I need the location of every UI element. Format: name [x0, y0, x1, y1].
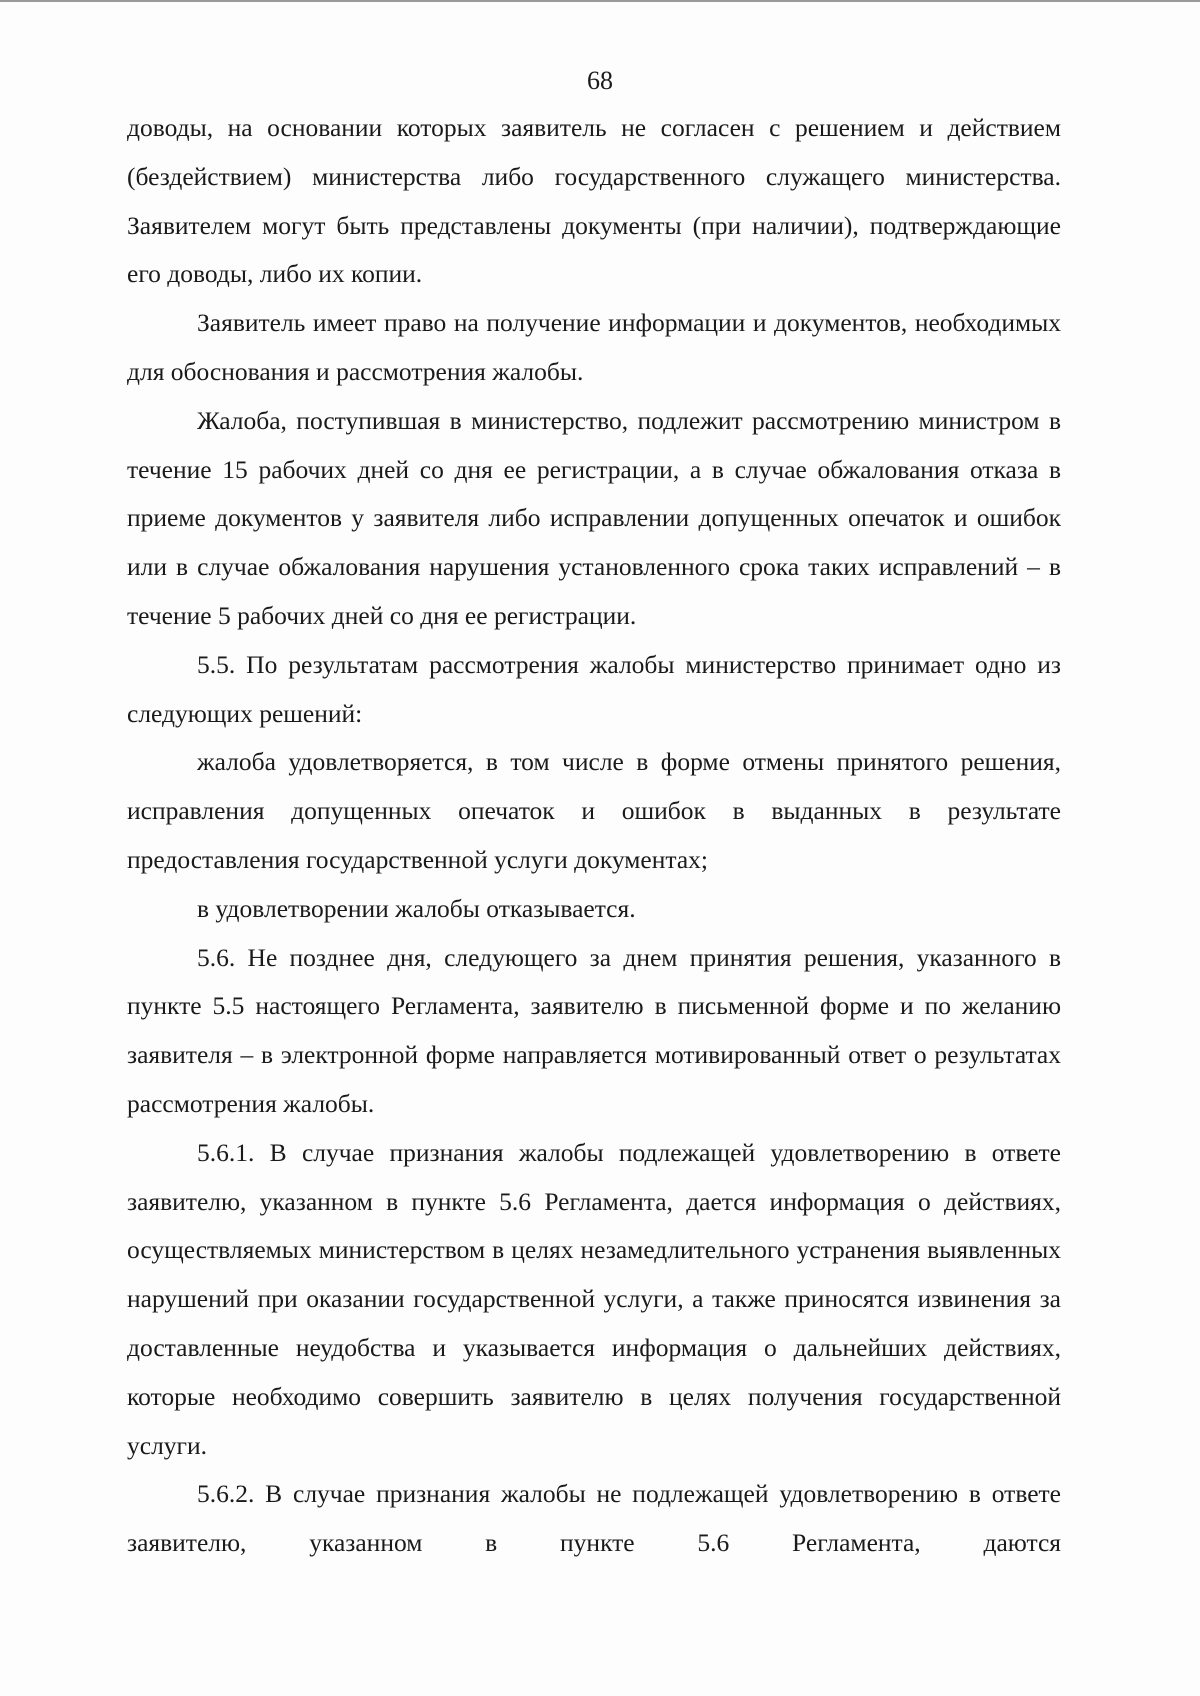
- paragraph-complaint-satisfied: жалоба удовлетворяется, в том числе в форме отмены принятого решения, исправления допущенных опечаток и ошибок в выданных в результате предоставления государственной услуги документах;: [127, 747, 1061, 874]
- paragraph-5-6: 5.6. Не позднее дня, следующего за днем принятия решения, указанного в пункте 5.5 настоящего Регламента, заявителю в письменной форме и по желанию заявителя – в электронной форме направляется мотивированный ответ о результатах рассмотрения жалобы.: [127, 942, 1061, 1118]
- document-body: [127, 104, 1061, 1568]
- paragraph-continuation: доводы, на основании которых заявитель не согласен с решением и действием (бездействием) министерства либо государственного служащего министерства. Заявителем могут быть представлены документы (при наличии), подтверждающие его доводы, либо их копии.: [127, 113, 1061, 289]
- paragraph-complaint-refused: в удовлетворении жалобы отказывается.: [197, 893, 636, 923]
- paragraph-5-5: 5.5. По результатам рассмотрения жалобы министерство принимает одно из следующих решений:: [127, 649, 1061, 728]
- page-number: 68: [587, 66, 613, 95]
- paragraph-5-6-2: 5.6.2. В случае признания жалобы не подлежащей удовлетворению в ответе заявителю, указанном в пункте 5.6 Регламента, даются: [127, 1479, 1061, 1558]
- page-top-edge: [0, 0, 1200, 2]
- paragraph-5-6-1: 5.6.1. В случае признания жалобы подлежащей удовлетворению в ответе заявителю, указанном в пункте 5.6 Регламента, дается информация о действиях, осуществляемых министерством в целях незамедлительного устранения выявленных нарушений при оказании государственной услуги, а также приносятся извинения за доставленные неудобства и указывается информация о дальнейших действиях, которые необходимо совершить заявителю в целях получения государственной услуги.: [127, 1137, 1061, 1460]
- paragraph-complaint-review-term: Жалоба, поступившая в министерство, подлежит рассмотрению министром в течение 15 рабочих дней со дня ее регистрации, а в случае обжалования отказа в приеме документов у заявителя либо исправлении допущенных опечаток и ошибок или в случае обжалования нарушения установленного срока таких исправлений – в течение 5 рабочих дней со дня ее регистрации.: [127, 405, 1061, 630]
- paragraph-right-to-information: Заявитель имеет право на получение информации и документов, необходимых для обоснования и рассмотрения жалобы.: [127, 308, 1061, 386]
